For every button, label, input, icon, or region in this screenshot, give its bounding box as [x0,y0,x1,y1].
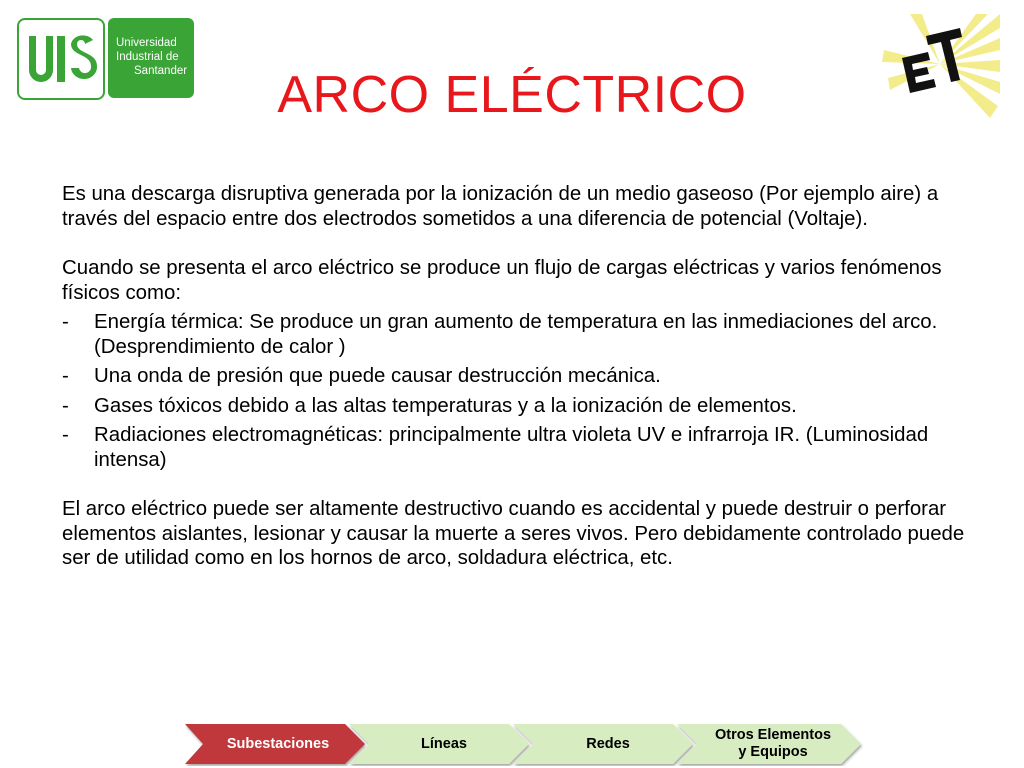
nav-item-otros-line2: y Equipos [738,744,808,760]
list-item-text: Gases tóxicos debido a las altas temperaturas y a la ionización de elementos. [94,394,797,417]
nav-item-lineas[interactable]: Líneas [421,735,467,752]
section-navigation [185,722,865,766]
paragraph-definition: Es una descarga disruptiva generada por la ionización de un medio gaseoso (Por ejemplo aire) a través del espacio entre dos electrodos sometidos a una diferencia de potencial (Voltaje). [62,183,939,230]
slide-body [62,182,977,571]
page-title: ARCO ELÉCTRICO [277,66,747,124]
list-item-text: Una onda de presión que puede causar destrucción mecánica. [94,365,661,387]
list-item-text: Energía térmica: Se produce un gran aumento de temperatura en las inmediaciones del arco. (Desprendimiento de calor ) [94,311,938,358]
bullet-dash: - [62,365,69,387]
nav-item-redes[interactable]: Redes [586,735,630,752]
list-item [62,423,977,472]
list-item [62,310,977,359]
bullet-dash: - [62,394,69,417]
nav-item-otros-elementos[interactable] [697,722,849,766]
bullet-dash: - [62,311,69,333]
paragraph-intro-phenomena: Cuando se presenta el arco eléctrico se produce un flujo de cargas eléctricas y varios fenómenos físicos como: [62,257,942,304]
uis-logo-line1: Universidad [116,37,177,49]
bullet-dash: - [62,424,69,446]
paragraph-conclusion: El arco eléctrico puede ser altamente destructivo cuando es accidental y puede destruir o perforar elementos aislantes, lesionar y causar la muerte a seres vivos. Pero debidamente controlado puede ser de utilidad como en los hornos de arco, soldadura eléctrica, etc. [62,498,965,569]
nav-item-otros-line1: Otros Elementos [714,727,832,743]
uis-logo-line3: Santander [134,65,188,77]
list-item [62,364,977,389]
uis-logo-line2: Industrial de [116,51,179,63]
nav-item-subestaciones[interactable]: Subestaciones [226,735,330,752]
list-item-text: Radiaciones electromagnéticas: principalmente ultra violeta UV e infrarroja IR. (Luminosidad intensa) [94,424,929,471]
list-item [62,394,977,419]
phenomena-list [62,310,977,472]
